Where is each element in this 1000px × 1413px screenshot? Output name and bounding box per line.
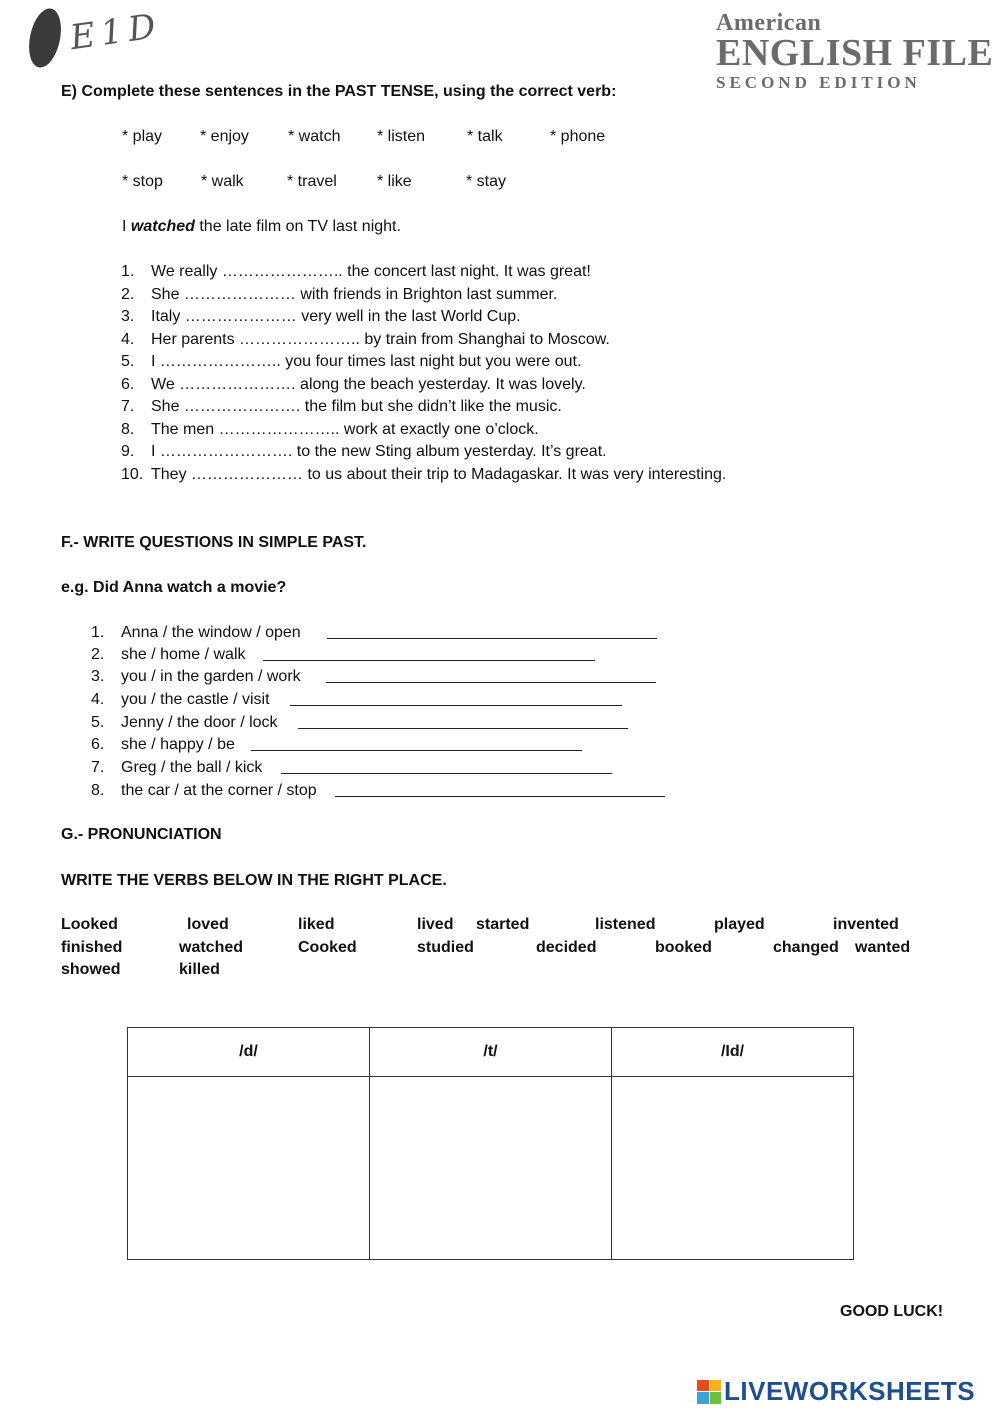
pronunciation-table xyxy=(127,1027,854,1260)
answer-blank[interactable] xyxy=(326,668,656,683)
list-item: 7. Greg / the ball / kick xyxy=(91,759,263,776)
example-verb: watched xyxy=(130,218,195,235)
section-e-list xyxy=(121,261,726,486)
word: killed xyxy=(179,961,220,978)
answer-cell-id[interactable] xyxy=(612,1077,854,1260)
table-header-t: /t/ xyxy=(370,1028,612,1077)
example-pre: I xyxy=(122,218,131,235)
list-item[interactable]: 5. I ………………….. you four times last night but you were out. xyxy=(121,353,582,370)
word: Cooked xyxy=(298,939,357,956)
liveworksheets-watermark xyxy=(697,1376,975,1407)
verb-option: * play xyxy=(122,128,163,145)
answer-cell-d[interactable] xyxy=(128,1077,370,1260)
section-g-title: G.- PRONUNCIATION xyxy=(61,826,222,843)
section-e-title: E) Complete these sentences in the PAST TENSE, using the correct verb: xyxy=(61,83,617,100)
handwritten-code: E1D xyxy=(67,5,165,59)
word: booked xyxy=(655,939,712,956)
word: showed xyxy=(61,961,121,978)
word: invented xyxy=(833,916,899,933)
word: played xyxy=(714,916,765,933)
list-item: 3. you / in the garden / work xyxy=(91,668,301,685)
list-item[interactable]: 3. Italy ………………… very well in the last World Cup. xyxy=(121,308,521,325)
liveworksheets-logo-icon xyxy=(697,1380,721,1404)
verb-option: * talk xyxy=(467,128,503,145)
section-f-title: F.- WRITE QUESTIONS IN SIMPLE PAST. xyxy=(61,534,367,551)
table-header-d: /d/ xyxy=(128,1028,370,1077)
list-item[interactable]: 2. She ………………… with friends in Brighton last summer. xyxy=(121,285,558,303)
list-item[interactable]: 1. We really ………………….. the concert last night. It was great! xyxy=(121,263,591,280)
section-g-instruction: WRITE THE VERBS BELOW IN THE RIGHT PLACE. xyxy=(61,872,447,889)
list-item: 2. she / home / walk xyxy=(91,646,246,663)
answer-cell-t[interactable] xyxy=(370,1077,612,1260)
word: lived xyxy=(417,916,454,933)
example-sentence xyxy=(122,218,401,236)
word: loved xyxy=(187,916,229,933)
list-item[interactable]: 4. Her parents ………………….. by train from Shanghai to Moscow. xyxy=(121,330,610,348)
verb-option: * stop xyxy=(122,173,163,190)
word: finished xyxy=(61,939,123,956)
example-post: the late film on TV last night. xyxy=(194,218,401,235)
word: started xyxy=(476,916,530,933)
liveworksheets-text: LIVEWORKSHEETS xyxy=(724,1376,976,1406)
brand-line-3: SECOND EDITION xyxy=(716,73,921,92)
list-item[interactable]: 6. We …………………. along the beach yesterday. It was lovely. xyxy=(121,375,586,393)
list-item: 5. Jenny / the door / lock xyxy=(91,714,278,731)
answer-blank[interactable] xyxy=(335,782,665,797)
answer-blank[interactable] xyxy=(263,646,595,661)
list-item: 1. Anna / the window / open xyxy=(91,624,301,641)
answer-blank[interactable] xyxy=(298,714,628,729)
list-item: 6. she / happy / be xyxy=(91,736,235,753)
answer-blank[interactable] xyxy=(290,691,622,706)
handwritten-code-mark xyxy=(30,5,165,73)
verb-option: * enjoy xyxy=(200,128,249,145)
verb-option: * travel xyxy=(287,173,337,190)
list-item[interactable]: 9. I ……………………. to the new Sting album yesterday. It’s great. xyxy=(121,443,607,460)
word: wanted xyxy=(855,939,911,956)
word: decided xyxy=(536,939,597,956)
list-item: 8. the car / at the corner / stop xyxy=(91,782,317,799)
answer-blank[interactable] xyxy=(281,759,612,774)
list-item: 4. you / the castle / visit xyxy=(91,691,270,708)
table-header-id: /Id/ xyxy=(612,1028,854,1077)
word: watched xyxy=(179,939,244,956)
word: changed xyxy=(773,939,839,956)
verb-option: * listen xyxy=(377,128,426,145)
american-english-file-logo xyxy=(716,10,993,93)
brand-line-1: American xyxy=(716,10,822,36)
answer-blank[interactable] xyxy=(327,624,657,639)
circle-mark-icon xyxy=(24,6,66,71)
list-item[interactable]: 8. The men ………………….. work at exactly one o’clock. xyxy=(121,420,539,438)
verb-option: * phone xyxy=(550,128,606,145)
good-luck-text: GOOD LUCK! xyxy=(840,1303,944,1320)
list-item[interactable]: 10. They ………………… to us about their trip to Madagaskar. It was very interesting. xyxy=(121,465,727,483)
word: Looked xyxy=(61,916,118,933)
verb-option: * like xyxy=(377,173,412,190)
section-f-example: e.g. Did Anna watch a movie? xyxy=(61,579,287,596)
brand-line-2: ENGLISH FILE xyxy=(716,32,994,74)
list-item[interactable]: 7. She …………………. the film but she didn’t like the music. xyxy=(121,398,562,415)
verb-option: * walk xyxy=(201,173,244,190)
word: listened xyxy=(595,916,656,933)
word: liked xyxy=(298,916,335,933)
answer-blank[interactable] xyxy=(251,736,582,751)
verb-option: * stay xyxy=(466,173,507,190)
verb-option: * watch xyxy=(288,128,341,145)
word: studied xyxy=(417,939,474,956)
